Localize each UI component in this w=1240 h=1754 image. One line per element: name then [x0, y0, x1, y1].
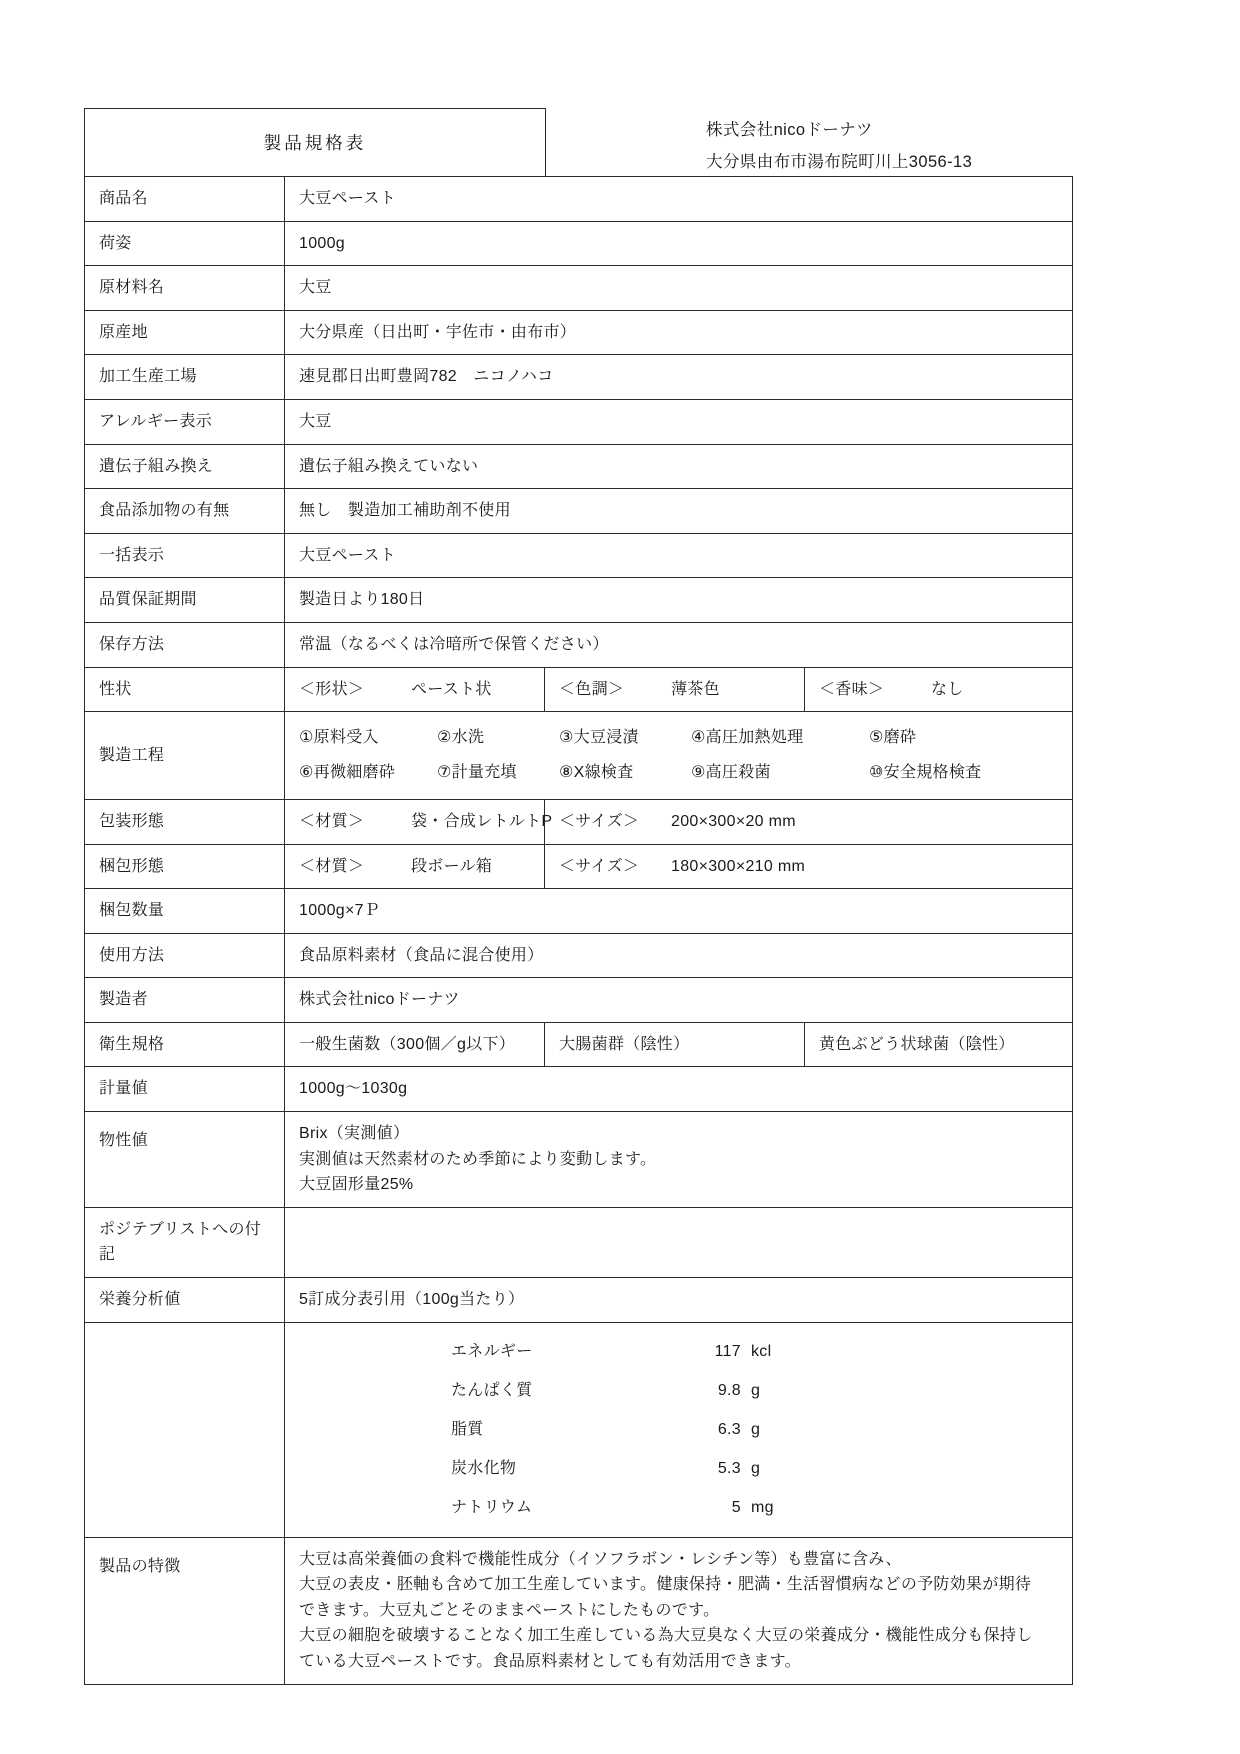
table-row — [85, 177, 1073, 222]
nutrition-row — [299, 1449, 1060, 1488]
nutrition-row — [299, 1410, 1060, 1449]
row-value-physical — [285, 1112, 1073, 1208]
row-value-allergy: 大豆 — [285, 399, 1073, 444]
nutrition-unit: g — [751, 1421, 761, 1438]
row-label-factory: 加工生産工場 — [85, 355, 285, 400]
row-value-positive-list — [285, 1207, 1073, 1277]
row-label-packaging: 包装形態 — [85, 799, 285, 844]
table-row — [85, 889, 1073, 934]
nutrition-unit: g — [751, 1460, 761, 1478]
row-label-storage: 保存方法 — [85, 622, 285, 667]
properties-color-label: ＜色調＞ — [559, 680, 625, 698]
row-value-additives: 無し 製造加工補助剤不使用 — [285, 489, 1073, 534]
feature-line: 大豆の表皮・胚軸も含めて加工生産しています。健康保持・肥満・生活習慣病などの予防効果が期待 — [299, 1576, 1032, 1594]
hygiene-coliform: 大腸菌群（陰性） — [545, 1022, 805, 1067]
hygiene-staph: 黄色ぶどう状球菌（陰性） — [805, 1022, 1073, 1067]
outer-packaging-size — [545, 844, 1073, 889]
table-row — [85, 310, 1073, 355]
physical-line-2: 実測値は天然素材のため季節により変動します。 — [299, 1150, 657, 1168]
table-row — [85, 355, 1073, 400]
table-row — [85, 933, 1073, 978]
table-row — [85, 978, 1073, 1023]
row-value-pack-qty: 1000g×7Ｐ — [285, 889, 1073, 934]
nutrition-value: 117 — [714, 1342, 741, 1360]
hygiene-general-bacteria: 一般生菌数（300個／g以下） — [285, 1022, 545, 1067]
spec-sheet — [84, 108, 1072, 1685]
process-step: ⑩安全規格検査 — [869, 763, 982, 781]
row-value-features — [285, 1537, 1073, 1684]
packaging-size — [545, 799, 1073, 844]
feature-line: ている大豆ペーストです。食品原料素材としても有効活用できます。 — [299, 1652, 801, 1670]
nutrition-name: たんぱく質 — [451, 1381, 533, 1399]
row-label-allergy: アレルギー表示 — [85, 399, 285, 444]
row-value-process — [285, 712, 1073, 800]
nutrition-unit: g — [751, 1381, 761, 1399]
table-row — [85, 1112, 1073, 1208]
row-label-material-name: 原材料名 — [85, 266, 285, 311]
table-row — [85, 844, 1073, 889]
nutrition-name: エネルギー — [451, 1342, 533, 1360]
table-row — [85, 399, 1073, 444]
nutrition-value: 6.3 — [717, 1421, 741, 1438]
feature-line: 大豆の細胞を破壊することなく加工生産している為大豆臭なく大豆の栄養成分・機能性成分も保持し — [299, 1627, 1033, 1645]
table-row — [85, 1278, 1073, 1323]
process-step: ②水洗 — [437, 729, 485, 747]
table-row — [85, 444, 1073, 489]
row-label-pack-qty: 梱包数量 — [85, 889, 285, 934]
packaging-material-label: ＜材質＞ — [299, 812, 365, 830]
row-value-bulk-label: 大豆ペースト — [285, 533, 1073, 578]
properties-shape — [285, 667, 545, 712]
properties-flavor-label: ＜香味＞ — [819, 680, 885, 698]
process-step-row — [299, 756, 1060, 790]
process-step: ⑧X線検査 — [559, 763, 634, 781]
properties-flavor — [805, 667, 1073, 712]
table-row — [85, 622, 1073, 667]
process-step: ③大豆浸漬 — [559, 729, 639, 747]
row-label-nutrition: 栄養分析値 — [85, 1278, 285, 1323]
process-step: ①原料受入 — [299, 729, 379, 747]
table-row — [85, 266, 1073, 311]
row-value-material-name: 大豆 — [285, 266, 1073, 311]
row-value-gmo: 遺伝子組み換えていない — [285, 444, 1073, 489]
nutrition-name: ナトリウム — [451, 1499, 533, 1517]
table-row — [85, 489, 1073, 534]
feature-line: できます。大豆丸ごとそのままペーストにしたものです。 — [299, 1601, 720, 1619]
outer-packaging-material-label: ＜材質＞ — [299, 857, 365, 875]
properties-color — [545, 667, 805, 712]
nutrition-value: 9.8 — [717, 1381, 741, 1399]
table-row — [85, 712, 1073, 800]
row-value-usage: 食品原料素材（食品に混合使用） — [285, 933, 1073, 978]
row-label-manufacturer: 製造者 — [85, 978, 285, 1023]
row-label-positive-list: ポジテブリストへの付記 — [85, 1207, 285, 1277]
row-label-features: 製品の特徴 — [85, 1537, 285, 1684]
row-label-product-name: 商品名 — [85, 177, 285, 222]
spec-table — [84, 176, 1073, 1685]
row-label-additives: 食品添加物の有無 — [85, 489, 285, 534]
nutrition-row — [299, 1488, 1060, 1527]
nutrition-value: 5 — [731, 1499, 741, 1517]
nutrition-unit: kcl — [751, 1342, 772, 1360]
nutrition-row — [299, 1371, 1060, 1410]
row-value-nutrition-header: 5訂成分表引用（100g当たり） — [285, 1278, 1073, 1323]
row-value-measured-value: 1000g～1030g — [285, 1067, 1073, 1112]
row-value-manufacturer: 株式会社nicoドーナツ — [285, 978, 1073, 1023]
process-step-row — [299, 721, 1060, 755]
outer-packaging-size-value: 180×300×210 mm — [671, 857, 806, 875]
properties-shape-label: ＜形状＞ — [299, 680, 365, 698]
process-step-grid — [299, 721, 1060, 790]
table-row — [85, 533, 1073, 578]
outer-packaging-material — [285, 844, 545, 889]
row-label-hygiene: 衛生規格 — [85, 1022, 285, 1067]
nutrition-row — [299, 1332, 1060, 1371]
properties-flavor-value: なし — [931, 680, 964, 698]
table-row — [85, 667, 1073, 712]
table-row — [85, 1322, 1073, 1537]
table-row — [85, 578, 1073, 623]
outer-packaging-material-value: 段ボール箱 — [411, 857, 493, 875]
row-label-origin: 原産地 — [85, 310, 285, 355]
physical-line-1: Brix（実測値） — [299, 1125, 410, 1143]
packaging-material-value: 袋・合成レトルトP — [411, 812, 553, 830]
sheet-header — [84, 108, 1072, 176]
table-row — [85, 1067, 1073, 1112]
nutrition-name: 脂質 — [451, 1421, 484, 1438]
process-step: ⑤磨砕 — [869, 729, 917, 747]
row-label-shelf-life: 品質保証期間 — [85, 578, 285, 623]
physical-line-3: 大豆固形量25% — [299, 1176, 414, 1194]
company-address: 大分県由布市湯布院町川上3056-13 — [706, 153, 973, 172]
row-value-factory: 速見郡日出町豊岡782 ニコノハコ — [285, 355, 1073, 400]
packaging-material — [285, 799, 553, 844]
table-row — [85, 1537, 1073, 1684]
row-label-measured-value: 計量値 — [85, 1067, 285, 1112]
table-row — [85, 799, 1073, 844]
packaging-size-value: 200×300×20 mm — [671, 812, 796, 830]
row-label-process: 製造工程 — [85, 712, 285, 800]
row-value-shelf-life: 製造日より180日 — [285, 578, 1073, 623]
row-label-gmo: 遺伝子組み換え — [85, 444, 285, 489]
properties-shape-value: ペースト状 — [411, 680, 492, 698]
process-step: ⑦計量充填 — [437, 763, 517, 781]
nutrition-name: 炭水化物 — [451, 1460, 517, 1478]
company-info — [546, 108, 1072, 178]
row-label-outer-packaging: 梱包形態 — [85, 844, 285, 889]
row-value-storage: 常温（なるべくは冷暗所で保管ください） — [285, 622, 1073, 667]
process-step: ④高圧加熱処理 — [691, 729, 804, 747]
table-row — [85, 1207, 1073, 1277]
nutrition-empty-label — [85, 1322, 285, 1537]
page-title: 製品規格表 — [84, 108, 546, 176]
row-value-package-form: 1000g — [285, 221, 1073, 266]
properties-color-value: 薄茶色 — [671, 680, 720, 698]
process-step: ⑨高圧殺菌 — [691, 763, 771, 781]
outer-packaging-size-label: ＜サイズ＞ — [559, 857, 640, 875]
row-label-bulk-label: 一括表示 — [85, 533, 285, 578]
row-label-usage: 使用方法 — [85, 933, 285, 978]
row-label-physical: 物性値 — [85, 1112, 285, 1208]
feature-line: 大豆は高栄養価の食料で機能性成分（イソフラボン・レシチン等）も豊富に含み、 — [299, 1550, 902, 1568]
table-row — [85, 1022, 1073, 1067]
nutrition-table — [285, 1322, 1073, 1537]
nutrition-unit: mg — [751, 1499, 774, 1517]
row-label-package-form: 荷姿 — [85, 221, 285, 266]
row-value-product-name: 大豆ペースト — [285, 177, 1073, 222]
table-row — [85, 221, 1073, 266]
row-label-properties: 性状 — [85, 667, 285, 712]
nutrition-value: 5.3 — [717, 1460, 741, 1478]
packaging-size-label: ＜サイズ＞ — [559, 812, 640, 830]
process-step: ⑥再微細磨砕 — [299, 763, 396, 781]
row-value-origin: 大分県産（日出町・宇佐市・由布市） — [285, 310, 1073, 355]
company-name: 株式会社nicoドーナツ — [706, 121, 873, 139]
